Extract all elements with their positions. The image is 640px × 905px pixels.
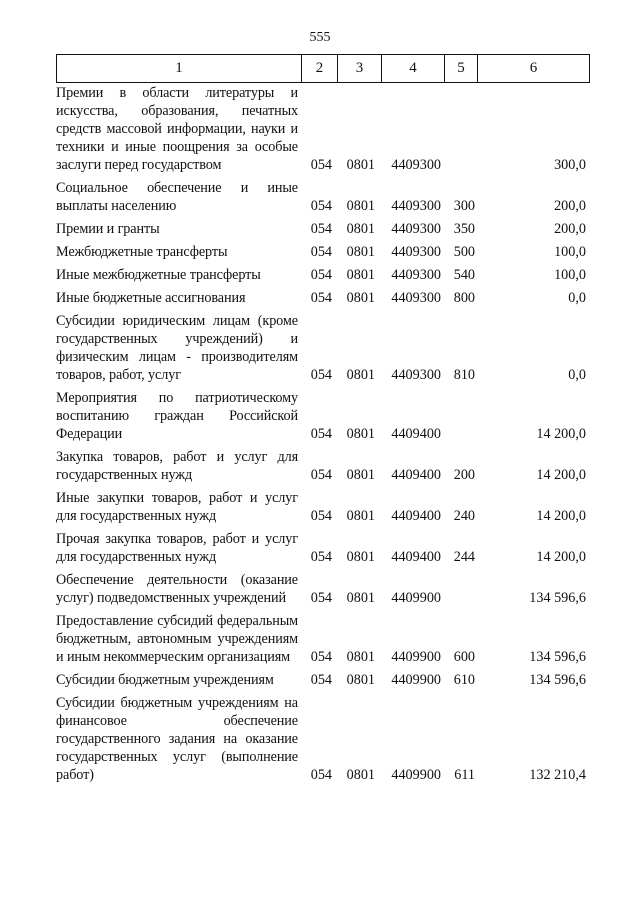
ministry-code: 054	[310, 590, 332, 606]
target-article-code: 4409400	[391, 467, 441, 483]
amount: 14 200,0	[536, 549, 586, 565]
ministry-code: 054	[310, 426, 332, 442]
column-header-3: 3	[338, 55, 382, 83]
target-article-code: 4409900	[391, 649, 441, 665]
section-code: 0801	[346, 244, 375, 260]
row-name: Мероприятия по патриотическому воспитанию граждан Российской Федерации	[56, 390, 298, 442]
section-code: 0801	[346, 290, 375, 306]
section-code: 0801	[346, 590, 375, 606]
page-number: 555	[309, 30, 331, 45]
section-code: 0801	[346, 508, 375, 524]
ministry-code: 054	[310, 467, 332, 483]
expense-type-code: 600	[453, 649, 475, 665]
amount: 132 210,4	[529, 767, 586, 783]
table-row	[56, 84, 586, 174]
section-code: 0801	[346, 221, 375, 237]
target-article-code: 4409300	[391, 244, 441, 260]
row-name: Иные бюджетные ассигнования	[56, 290, 246, 306]
budget-table-body	[56, 84, 586, 789]
row-name: Прочая закупка товаров, работ и услуг для государственных нужд	[56, 531, 298, 565]
section-code: 0801	[346, 157, 375, 173]
amount: 200,0	[554, 221, 586, 237]
table-row	[56, 571, 586, 607]
target-article-code: 4409300	[391, 198, 441, 214]
ministry-code: 054	[310, 549, 332, 565]
section-code: 0801	[346, 767, 375, 783]
row-name: Премии в области литературы и искусства, образования, печатных средств массовой информации, науки и техники и иные поощрения за особые заслуги перед государством	[56, 85, 298, 173]
amount: 14 200,0	[536, 426, 586, 442]
ministry-code: 054	[310, 221, 332, 237]
expense-type-code: 300	[453, 198, 475, 214]
column-header-1: 1	[57, 55, 302, 83]
column-header-6: 6	[478, 55, 590, 83]
row-name: Социальное обеспечение и иные выплаты населению	[56, 180, 298, 214]
table-row	[56, 389, 586, 443]
ministry-code: 054	[310, 290, 332, 306]
section-code: 0801	[346, 467, 375, 483]
ministry-code: 054	[310, 649, 332, 665]
amount: 100,0	[554, 244, 586, 260]
target-article-code: 4409400	[391, 549, 441, 565]
ministry-code: 054	[310, 767, 332, 783]
table-row	[56, 220, 586, 238]
expense-type-code: 350	[453, 221, 475, 237]
table-row	[56, 489, 586, 525]
expense-type-code: 540	[453, 267, 475, 283]
ministry-code: 054	[310, 244, 332, 260]
amount: 134 596,6	[529, 672, 586, 688]
column-header-table	[56, 54, 590, 83]
column-header-5: 5	[445, 55, 478, 83]
target-article-code: 4409400	[391, 508, 441, 524]
section-code: 0801	[346, 426, 375, 442]
table-row	[56, 266, 586, 284]
expense-type-code: 200	[453, 467, 475, 483]
table-row	[56, 243, 586, 261]
row-name: Межбюджетные трансферты	[56, 244, 228, 260]
table-row	[56, 530, 586, 566]
column-header-4: 4	[382, 55, 445, 83]
table-row	[56, 312, 586, 384]
expense-type-code: 500	[453, 244, 475, 260]
row-name: Иные закупки товаров, работ и услуг для государственных нужд	[56, 490, 298, 524]
ministry-code: 054	[310, 267, 332, 283]
expense-type-code: 800	[453, 290, 475, 306]
section-code: 0801	[346, 649, 375, 665]
section-code: 0801	[346, 267, 375, 283]
target-article-code: 4409300	[391, 290, 441, 306]
amount: 0,0	[568, 367, 586, 383]
section-code: 0801	[346, 549, 375, 565]
target-article-code: 4409900	[391, 767, 441, 783]
target-article-code: 4409300	[391, 221, 441, 237]
expense-type-code: 810	[453, 367, 475, 383]
amount: 100,0	[554, 267, 586, 283]
table-row	[56, 448, 586, 484]
ministry-code: 054	[310, 198, 332, 214]
table-row	[56, 671, 586, 689]
row-name: Субсидии бюджетным учреждениям на финансовое обеспечение государственного задания на оказание государственных услуг (выполнение работ)	[56, 695, 298, 783]
row-name: Премии и гранты	[56, 221, 160, 237]
expense-type-code: 240	[453, 508, 475, 524]
table-row	[56, 612, 586, 666]
expense-type-code: 611	[454, 767, 475, 783]
table-row	[56, 179, 586, 215]
target-article-code: 4409900	[391, 590, 441, 606]
target-article-code: 4409300	[391, 157, 441, 173]
column-header-row	[57, 55, 590, 83]
row-name: Предоставление субсидий федеральным бюджетным, автономным учреждениям и иным некоммерческим организациям	[56, 613, 298, 665]
amount: 0,0	[568, 290, 586, 306]
row-name: Субсидии бюджетным учреждениям	[56, 672, 274, 688]
target-article-code: 4409300	[391, 267, 441, 283]
row-name: Закупка товаров, работ и услуг для государственных нужд	[56, 449, 298, 483]
ministry-code: 054	[310, 367, 332, 383]
amount: 134 596,6	[529, 590, 586, 606]
amount: 300,0	[554, 157, 586, 173]
section-code: 0801	[346, 367, 375, 383]
row-name: Субсидии юридическим лицам (кроме государственных учреждений) и физическим лицам - производителям товаров, работ, услуг	[56, 313, 298, 383]
expense-type-code: 244	[453, 549, 475, 565]
amount: 14 200,0	[536, 467, 586, 483]
column-header-2: 2	[302, 55, 338, 83]
table-row	[56, 694, 586, 784]
table-row	[56, 289, 586, 307]
ministry-code: 054	[310, 508, 332, 524]
row-name: Иные межбюджетные трансферты	[56, 267, 261, 283]
section-code: 0801	[346, 672, 375, 688]
amount: 200,0	[554, 198, 586, 214]
row-name: Обеспечение деятельности (оказание услуг) подведомственных учреждений	[56, 572, 298, 606]
target-article-code: 4409400	[391, 426, 441, 442]
section-code: 0801	[346, 198, 375, 214]
ministry-code: 054	[310, 672, 332, 688]
amount: 134 596,6	[529, 649, 586, 665]
target-article-code: 4409900	[391, 672, 441, 688]
expense-type-code: 610	[453, 672, 475, 688]
ministry-code: 054	[310, 157, 332, 173]
amount: 14 200,0	[536, 508, 586, 524]
target-article-code: 4409300	[391, 367, 441, 383]
